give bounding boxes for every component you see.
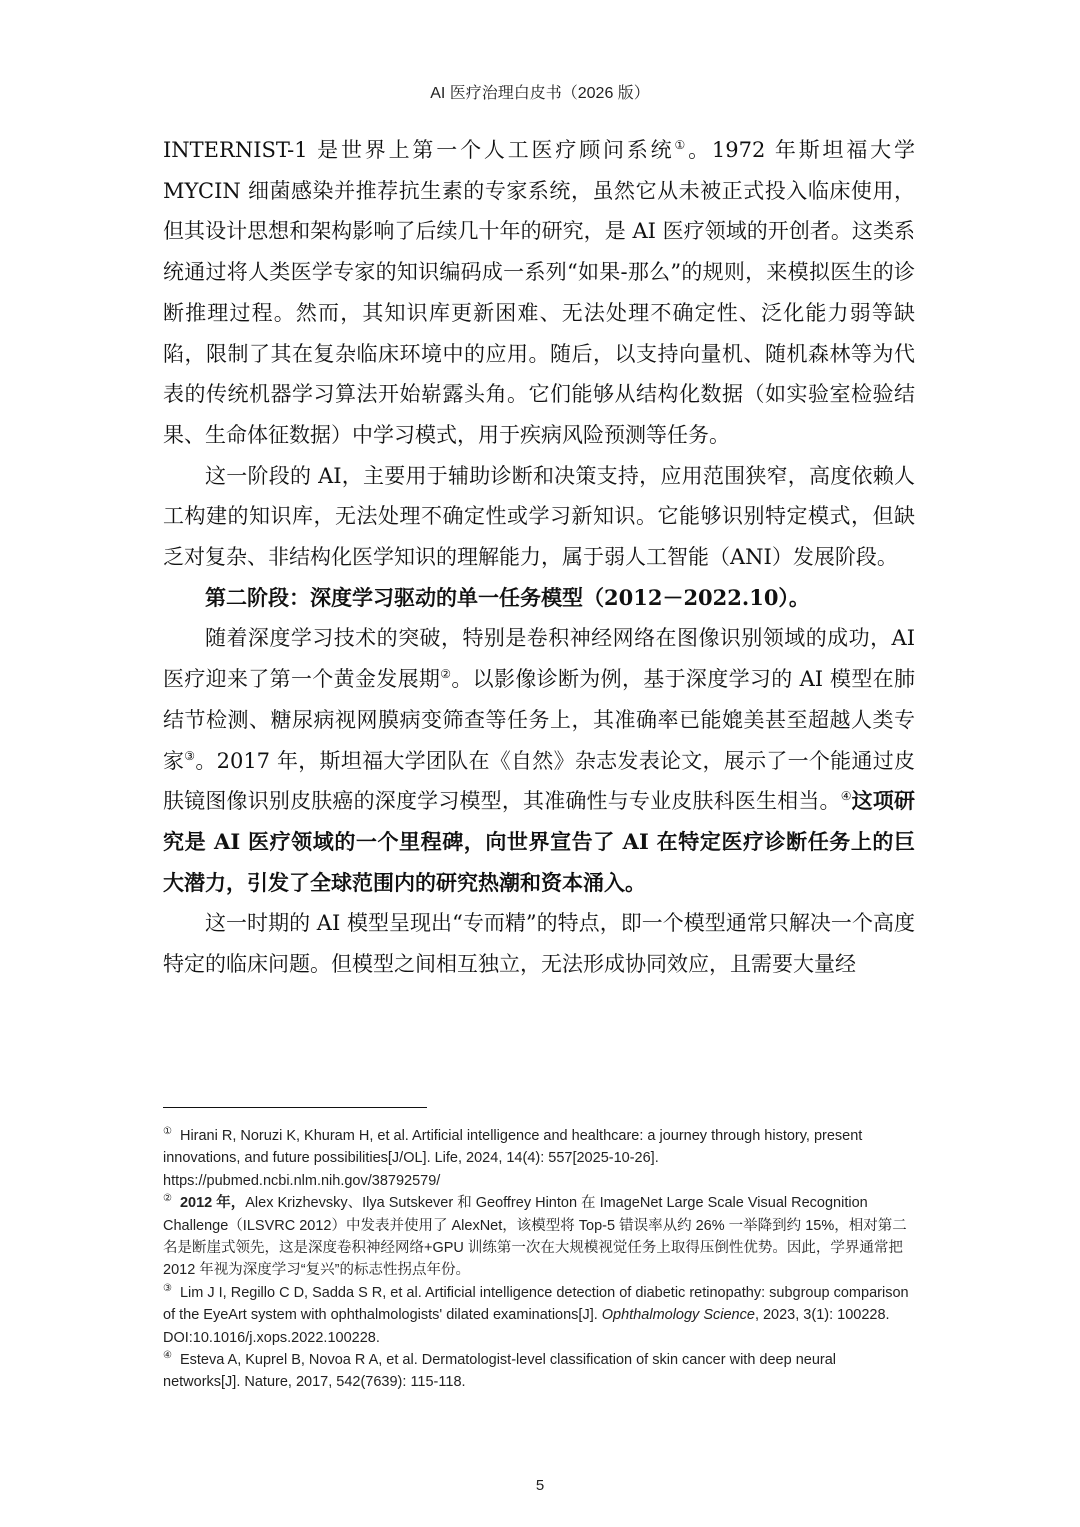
footnote-1-text: Hirani R, Noruzi K, Khuram H, et al. Artificial intelligence and healthcare: a journey through history, present innovations, and future possibilities[J/OL]. Life, 2024, 14(4): 557[2025-10-26]. https://pubmed.ncbi.nlm.nih.gov/38792579/: [163, 1128, 863, 1189]
footnote-ref-2[interactable]: ②: [440, 667, 452, 682]
footnote-ref-1[interactable]: ①: [674, 138, 689, 152]
paragraph-2: 这一阶段的 AI，主要用于辅助诊断和决策支持，应用范围狭窄，高度依赖人工构建的知识库，无法处理不确定性或学习新知识。它能够识别特定模式，但缺乏对复杂、非结构化医学知识的理解能力，属于弱人工智能（ANI）发展阶段。: [163, 463, 915, 570]
footnote-ref-3[interactable]: ③: [184, 748, 196, 763]
footnote-3-mark: ③: [163, 1283, 172, 1295]
paragraph-4: 这一时期的 AI 模型呈现出“专而精”的特点，即一个模型通常只解决一个高度特定的临床问题。但模型之间相互独立，无法形成协同效应，且需要大量经: [163, 911, 915, 977]
body-text: [163, 130, 915, 985]
footnote-4: [163, 1349, 915, 1394]
footnote-4-mark: ④: [163, 1350, 172, 1362]
section-heading: 第二阶段：深度学习驱动的单一任务模型（2012－2022.10）。: [205, 584, 810, 610]
footnote-2: [163, 1192, 915, 1282]
paragraph-3: [163, 618, 915, 903]
paragraph-3-text-a: 随着深度学习技术的突破，特别是卷积神经网络在图像识别领域的成功，AI 医疗迎来了第一个黄金发展期: [163, 626, 915, 692]
footnote-2-mark: ②: [163, 1193, 172, 1205]
paragraph-3-bold-text: 这项研究是 AI 医疗领域的一个里程碑，向世界宣告了 AI 在特定医疗诊断任务上的巨大潜力，引发了全球范围内的研究热潮和资本涌入。: [163, 788, 915, 895]
footnote-1-mark: ①: [163, 1126, 172, 1138]
footnote-divider: [163, 1107, 427, 1108]
footnote-2-lead: 2012 年，: [179, 1195, 246, 1212]
footnote-3: [163, 1282, 915, 1349]
page-number: 5: [535, 1477, 545, 1494]
paragraph-1-text-a: INTERNIST-1 是世界上第一个人工医疗顾问系统: [163, 138, 675, 162]
paragraph-1-text-b: 。1972 年斯坦福大学 MYCIN 细菌感染并推荐抗生素的专家系统，虽然它从未被正式投入临床使用，但其设计思想和架构影响了后续几十年的研究，是 AI 医疗领域的开创者。这类系统通过将人类医学专家的知识编码成一系列“如果-那么”的规则，来模拟医生的诊断推理过程。然而，其知识库更新困难、无法处理不确定性、泛化能力弱等缺陷，限制了其在复杂临床环境中的应用。随后，以支持向量机、随机森林等为代表的传统机器学习算法开始崭露头角。它们能够从结构化数据（如实验室检验结果、生命体征数据）中学习模式，用于疾病风险预测等任务。: [163, 138, 916, 447]
footnote-3-journal: Ophthalmology Science: [601, 1307, 755, 1324]
footnote-1: [163, 1125, 915, 1192]
footnote-2-text: Alex Krizhevsky、Ilya Sutskever 和 Geoffrey Hinton 在 ImageNet Large Scale Visual Recognition Challenge（ILSVRC 2012）中发表并使用了 AlexNet，该模型将 Top-5 错误率从约 26% 一举降到约 15%，相对第二名是断崖式领先，这是深度卷积神经网络+GPU 训练第一次在大规模视觉任务上取得压倒性优势。因此，学界通常把 2012 年视为深度学习“复兴”的标志性拐点年份。: [163, 1195, 907, 1279]
running-header: AI 医疗治理白皮书（2026 版）: [430, 85, 650, 102]
footnote-3-tail: , 2023, 3(1): 100228. DOI:10.1016/j.xops.2022.100228.: [163, 1307, 890, 1346]
paragraph-1: [163, 130, 915, 456]
paragraph-3-text-c: 。2017 年，斯坦福大学团队在《自然》杂志发表论文，展示了一个能通过皮肤镜图像识别皮肤癌的深度学习模型，其准确性与专业皮肤科医生相当。: [163, 748, 916, 814]
footnote-ref-4[interactable]: ④: [840, 789, 852, 804]
footnote-4-text: Esteva A, Kuprel B, Novoa R A, et al. Dermatologist-level classification of skin cancer with deep neural networks[J]. Nature, 2017, 542(7639): 115-118.: [163, 1352, 837, 1391]
paragraph-3-text-b: 。以影像诊断为例，基于深度学习的 AI 模型在肺结节检测、糖尿病视网膜病变筛查等任务上，其准确率已能媲美甚至超越人类专家: [163, 667, 916, 773]
footnote-3-text: Lim J I, Regillo C D, Sadda S R, et al. Artificial intelligence detection of diabetic retinopathy: subgroup comparison of the EyeArt system with ophthalmologists' dilated examinations[J].: [163, 1284, 909, 1324]
footnotes: [163, 1125, 915, 1394]
